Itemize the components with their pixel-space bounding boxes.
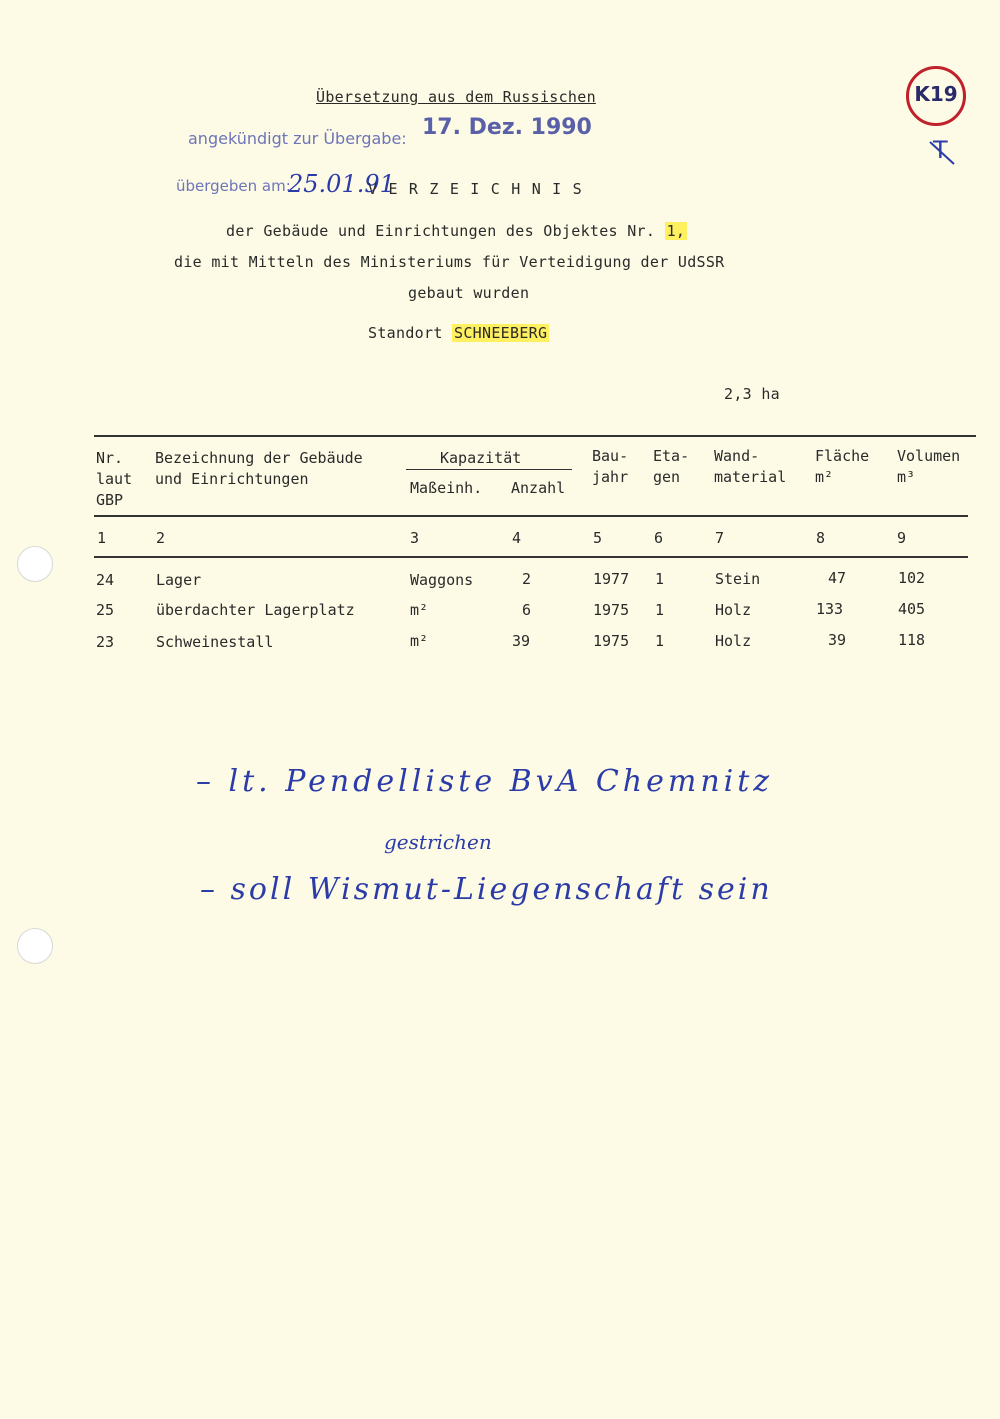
table-top-rule xyxy=(94,435,976,437)
colnum-bottom-rule xyxy=(94,556,968,558)
cross-out-icon xyxy=(926,136,958,168)
row-wall: Stein xyxy=(715,570,761,588)
handwritten-note-3: – soll Wismut-Liegenschaft sein xyxy=(200,872,773,907)
colnum-3: 3 xyxy=(410,529,420,547)
row-volume: 118 xyxy=(898,631,926,649)
title-line-2: die mit Mitteln des Ministeriums für Verteidigung der UdSSR xyxy=(174,253,725,271)
handed-label: übergeben am: xyxy=(176,177,291,195)
handed-date: 25.01.91 xyxy=(288,170,395,198)
announced-label: angekündigt zur Übergabe: xyxy=(188,129,407,148)
row-area: 47 xyxy=(828,569,847,587)
colnum-7: 7 xyxy=(715,529,725,547)
colnum-8: 8 xyxy=(816,529,826,547)
row-name: überdachter Lagerplatz xyxy=(156,601,355,619)
row-nr: 24 xyxy=(96,571,115,589)
location-label: Standort xyxy=(368,324,443,342)
row-wall: Holz xyxy=(715,601,752,619)
header-bottom-rule xyxy=(94,515,968,517)
row-area: 133 xyxy=(816,600,844,618)
header-capacity: Kapazität xyxy=(440,449,522,467)
object-number: 1, xyxy=(666,222,686,240)
row-name: Schweinestall xyxy=(156,633,274,651)
location-line xyxy=(368,324,549,342)
row-floors: 1 xyxy=(655,601,665,619)
header-unit: Maßeinh. xyxy=(410,479,483,497)
row-floors: 1 xyxy=(655,632,665,650)
row-count: 6 xyxy=(522,601,532,619)
location-value: SCHNEEBERG xyxy=(454,324,548,342)
header-name: Bezeichnung der Gebäude und Einrichtungen xyxy=(155,449,363,488)
row-wall: Holz xyxy=(715,632,752,650)
crossed-mark: T xyxy=(926,136,958,168)
row-year: 1977 xyxy=(593,570,630,588)
announced-date: 17. Dez. 1990 xyxy=(422,115,592,140)
punch-hole-bottom xyxy=(17,928,53,964)
handwritten-note-1: – lt. Pendelliste BvA Chemnitz xyxy=(196,764,774,799)
header-volume: Volumen m³ xyxy=(897,447,961,486)
row-nr: 23 xyxy=(96,633,115,651)
row-volume: 405 xyxy=(898,600,926,618)
colnum-5: 5 xyxy=(593,529,603,547)
translation-note: Übersetzung aus dem Russischen xyxy=(316,88,596,106)
row-name: Lager xyxy=(156,571,202,589)
row-nr: 25 xyxy=(96,601,115,619)
header-count: Anzahl xyxy=(511,479,566,497)
row-unit: Waggons xyxy=(410,571,474,589)
header-year: Bau- jahr xyxy=(592,447,629,486)
colnum-1: 1 xyxy=(97,529,107,547)
stamp-circle xyxy=(906,66,966,126)
row-count: 39 xyxy=(512,632,531,650)
row-unit: m² xyxy=(410,601,429,619)
document-heading: V E R Z E I C H N I S xyxy=(368,180,583,198)
row-year: 1975 xyxy=(593,632,630,650)
capacity-rule xyxy=(406,469,572,470)
header-floors: Eta- gen xyxy=(653,447,690,486)
row-volume: 102 xyxy=(898,569,926,587)
header-area: Fläche m² xyxy=(815,447,870,486)
row-year: 1975 xyxy=(593,601,630,619)
total-area: 2,3 ha xyxy=(724,385,780,403)
stamp-code: K19 xyxy=(914,82,958,106)
colnum-2: 2 xyxy=(156,529,166,547)
colnum-6: 6 xyxy=(654,529,664,547)
title-line-1 xyxy=(226,222,687,240)
handwritten-note-2: gestrichen xyxy=(384,830,492,854)
header-nr: Nr. laut GBP xyxy=(96,449,133,509)
punch-hole-top xyxy=(17,546,53,582)
header-wall: Wand- material xyxy=(714,447,787,486)
row-area: 39 xyxy=(828,631,847,649)
row-count: 2 xyxy=(522,570,532,588)
colnum-9: 9 xyxy=(897,529,907,547)
title-line-1-text: der Gebäude und Einrichtungen des Objektes Nr. xyxy=(226,222,656,240)
title-line-3: gebaut wurden xyxy=(408,284,530,302)
colnum-4: 4 xyxy=(512,529,522,547)
row-floors: 1 xyxy=(655,570,665,588)
row-unit: m² xyxy=(410,632,429,650)
